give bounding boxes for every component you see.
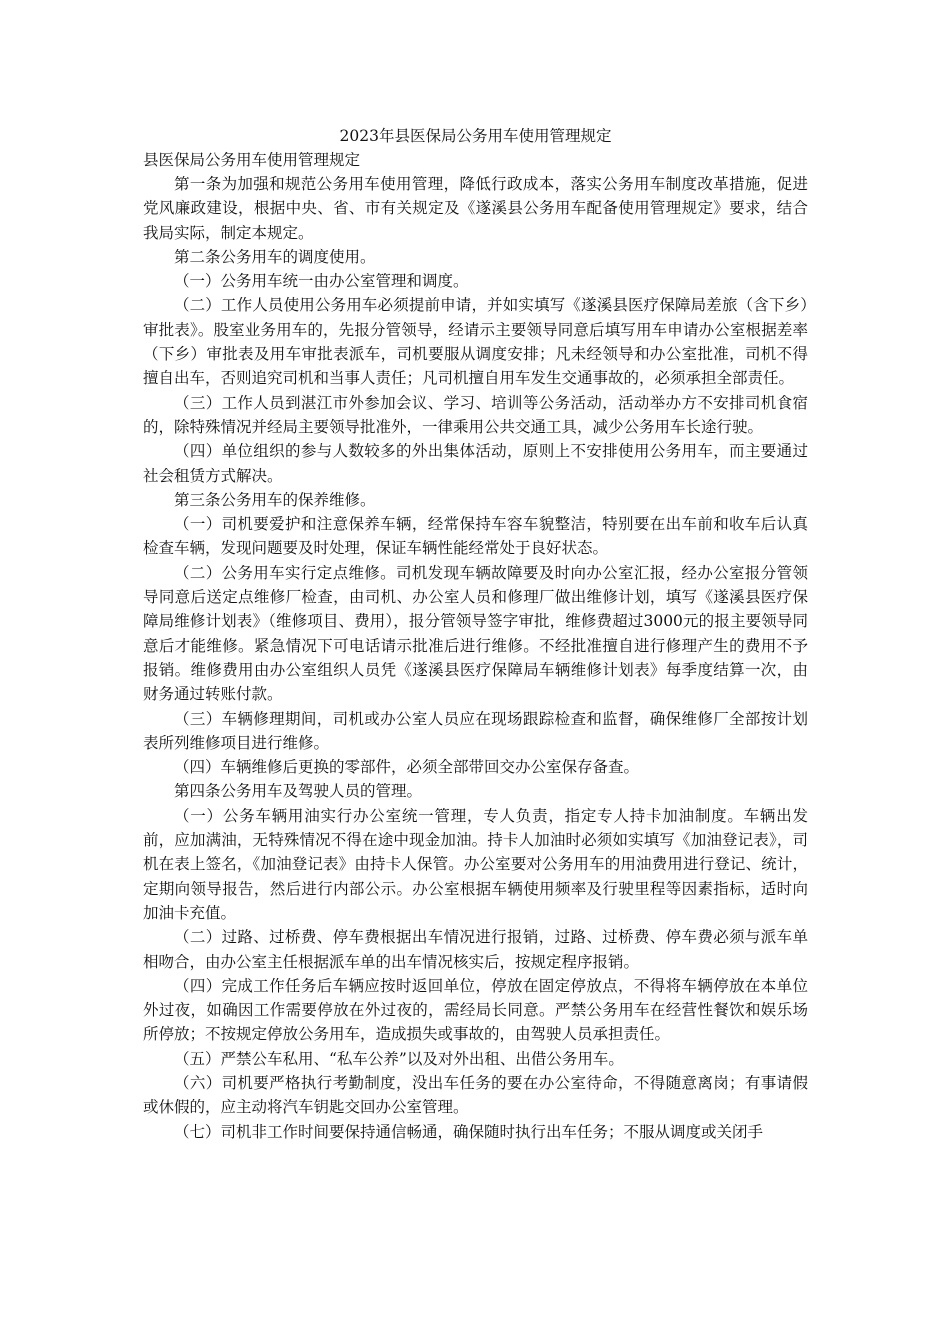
paragraph-article-4-item-6: （六）司机要严格执行考勤制度，没出车任务的要在办公室待命，不得随意离岗；有事请假或休假的，应主动将汽车钥匙交回办公室管理。 <box>143 1073 808 1117</box>
paragraph-article-4-item-4: （四）完成工作任务后车辆应按时返回单位，停放在固定停放点，不得将车辆停放在本单位外过夜，如确因工作需要停放在外过夜的，需经局长同意。严禁公务用车在经营性餐饮和娱乐场所停放；不按规定停放公务用车，造成损失或事故的，由驾驶人员承担责任。 <box>143 976 808 1044</box>
paragraph-article-3-heading: 第三条公务用车的保养维修。 <box>174 490 376 509</box>
paragraph-article-1: 第一条为加强和规范公务用车使用管理，降低行政成本，落实公务用车制度改革措施，促进党风廉政建设，根据中央、省、市有关规定及《遂溪县公务用车配备使用管理规定》要求，结合我局实际，制定本规定。 <box>143 175 808 242</box>
paragraph-article-3-item-3: （三）车辆修理期间，司机或办公室人员应在现场跟踪检查和监督，确保维修厂全部按计划表所列维修项目进行维修。 <box>143 709 808 752</box>
paragraph-article-3-item-4: （四）车辆维修后更换的零部件，必须全部带回交办公室保存备查。 <box>174 758 640 777</box>
paragraph-article-2-item-2: （二）工作人员使用公务用车必须提前申请，并如实填写《遂溪县医疗保障局差旅（含下乡）审批表》。股室业务用车的，先报分管领导，经请示主要领导同意后填写用车申请办公室根据差率（下乡）审批表及用车审批表派车，司机要服从调度安排；凡未经领导和办公室批准，司机不得擅自出车，否则追究司机和当事人责任；凡司机擅自用车发生交通事故的，必须承担全部责任。 <box>143 296 808 388</box>
paragraph-article-3-item-2: （二）公务用车实行定点维修。司机发现车辆故障要及时向办公室汇报，经办公室报分管领导同意后送定点维修厂检查，由司机、办公室人员和修理厂做出维修计划，填写《遂溪县医疗保障局维修计划表》（维修项目、费用），报分管领导签字审批，维修费超过3000元的报主要领导同意后才能维修。紧急情况下可电话请示批准后进行维修。不经批准擅自进行修理产生的费用不予报销。维修费用由办公室组织人员凭《遂溪县医疗保障局车辆维修计划表》每季度结算一次，由财务通过转账付款。 <box>143 563 808 704</box>
paragraph-article-3-item-1: （一）司机要爱护和注意保养车辆，经常保持车容车貌整洁，特别要在出车前和收车后认真检查车辆，发现问题要及时处理，保证车辆性能经常处于良好状态。 <box>143 515 808 558</box>
paragraph-article-4-item-2: （二）过路、过桥费、停车费根据出车情况进行报销，过路、过桥费、停车费必须与派车单相吻合，由办公室主任根据派车单的出车情况核实后，按规定程序报销。 <box>143 928 808 971</box>
paragraph-article-4-heading: 第四条公务用车及驾驶人员的管理。 <box>174 782 423 801</box>
document-title: 2023年县医保局公务用车使用管理规定 <box>339 127 612 145</box>
paragraph-article-2-item-4: （四）单位组织的参与人数较多的外出集体活动，原则上不安排使用公务用车，而主要通过社会租赁方式解决。 <box>143 442 808 485</box>
document-body <box>143 172 808 1144</box>
paragraph-article-4-item-7: （七）司机非工作时间要保持通信畅通，确保随时执行出车任务；不服从调度或关闭手 <box>174 1122 764 1141</box>
paragraph-article-4-item-1: （一）公务车辆用油实行办公室统一管理，专人负责，指定专人持卡加油制度。车辆出发前，应加满油，无特殊情况不得在途中现金加油。持卡人加油时必须如实填写《加油登记表》，司机在表上签名，《加油登记表》由持卡人保管。办公室要对公务用车的用油费用进行登记、统计，定期向领导报告，然后进行内部公示。办公室根据车辆使用频率及行驶里程等因素指标，适时向加油卡充值。 <box>143 806 808 922</box>
paragraph-article-2-item-3: （三）工作人员到湛江市外参加会议、学习、培训等公务活动，活动举办方不安排司机食宿的，除特殊情况并经局主要领导批准外，一律乘用公共交通工具，减少公务用车长途行驶。 <box>143 393 808 436</box>
paragraph-article-4-item-5: （五）严禁公车私用、“私车公养”以及对外出租、出借公务用车。 <box>174 1049 624 1068</box>
paragraph-article-2-heading: 第二条公务用车的调度使用。 <box>174 247 376 266</box>
paragraph-article-2-item-1: （一）公务用车统一由办公室管理和调度。 <box>174 272 469 291</box>
document-page <box>143 124 808 1144</box>
document-subtitle: 县医保局公务用车使用管理规定 <box>143 151 361 169</box>
